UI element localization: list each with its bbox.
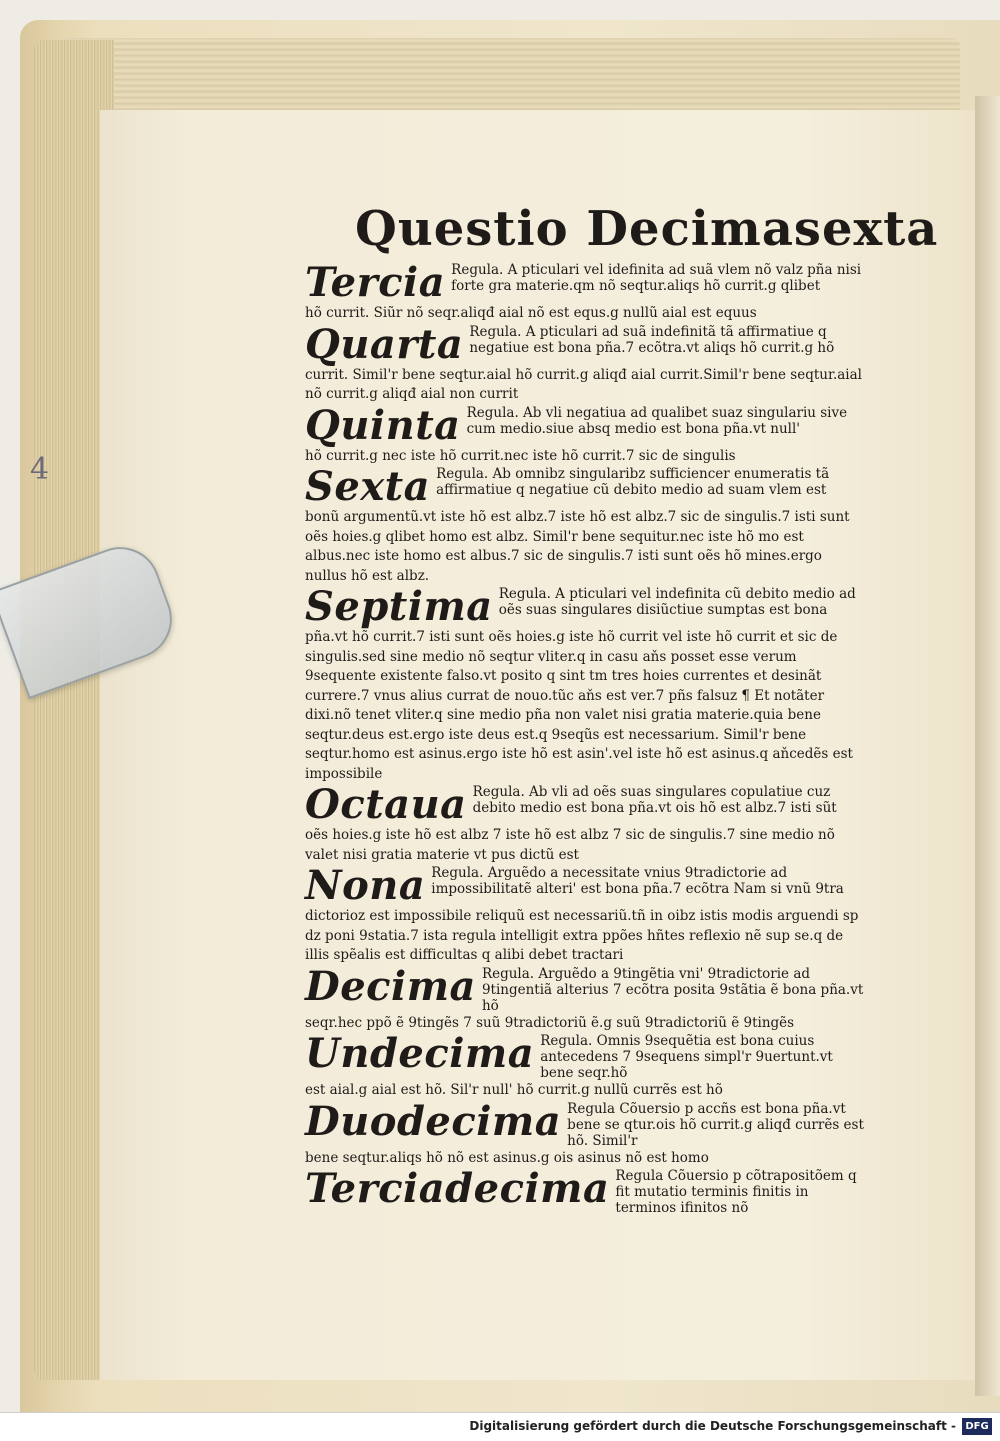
rule-text-first: Regula Cõuersio p accñs est bona pña.vt bene se qtur.ois hõ currit.g aliqđ currẽs est hõ. Simil'r	[567, 1100, 864, 1149]
page-title: Questio Decimasexta	[355, 201, 939, 257]
rule-section	[305, 463, 865, 586]
rule-text-first: Regula. Omnis 9sequẽtia est bona cuius antecedens 7 9sequens simpl'r 9uertunt.vt bene seqr.hõ	[540, 1033, 833, 1081]
rule-name: Undecima	[305, 1030, 535, 1077]
rule-head	[305, 1097, 865, 1149]
rule-text-first: Regula. A pticulari vel idefinita ad suã vlem nõ valz pña nisi forte gra materie.qm nõ seqtur.aliqs hõ currit.g qlibet	[451, 262, 862, 294]
rule-text-rest: dictorioz est impossibile reliquũ est necessariũ.tñ in oibz istis modis arguendi sp dz poni 9statia.7 ista regula intelligit extra ppões hñtes reflexio nẽ sup se.q de illis spẽalis est difficultas q alibi debet tractari	[305, 908, 859, 963]
rule-head	[305, 320, 865, 368]
rule-head	[305, 1165, 865, 1216]
rule-text-first: Regula. Ab omnibz singularibz sufficiencer enumeratis tã affirmatiue q negatiue cũ debito medio ad suam vlem est	[436, 466, 830, 498]
rules-list	[305, 259, 865, 1216]
rule-section	[305, 259, 865, 324]
rule-name: Quinta	[305, 401, 461, 449]
rule-text-first: Regula. Ab vli negatiua ad qualibet suaz singulariu sive cum medio.siue absq medio est bona pña.vt null'	[466, 404, 848, 437]
rule-text-first: Regula Cõuersio p cõtrapositõem q fit mutatio terminis finitis in terminos ifinitos nõ	[615, 1168, 857, 1216]
rule-name: Quarta	[305, 320, 464, 368]
rule-name: Nona	[305, 862, 426, 909]
rule-text-rest: oẽs hoies.g iste hõ est albz 7 iste hõ est albz 7 sic de singulis.7 sine medio nõ valet nisi gratia materie vt pus dictũ est	[305, 827, 835, 863]
rule-section	[305, 781, 865, 865]
rule-text-rest: currit. Simil'r bene seqtur.aial hõ currit.g aliqđ aial currit.Simil'r bene seqtur.aial nõ currit.g aliqđ aial non currit	[305, 366, 862, 402]
rule-text-first: Regula. A pticulari ad suã indefinitã tã affirmatiue q negatiue est bona pña.7 ecõtra.vt aliqs hõ currit.g hõ	[469, 323, 835, 356]
rule-section	[305, 962, 865, 1034]
rule-head	[305, 463, 865, 510]
rule-text-rest: hõ currit.g nec iste hõ currit.nec iste hõ currit.7 sic de singulis	[305, 447, 736, 464]
rule-text-rest: seqr.hec ppõ ẽ 9tingẽs 7 suũ 9tradictoriũ ẽ.g suũ 9tradictoriũ ẽ 9tingẽs	[305, 1014, 795, 1031]
funding-notice: Digitalisierung gefördert durch die Deutsche Forschungsgemeinschaft -	[469, 1419, 956, 1433]
rule-name: Sexta	[305, 463, 431, 510]
rule-text-rest: hõ currit. Siũr nõ seqr.aliqđ aial nõ est equs.g nullũ aial est equus	[305, 305, 757, 321]
footer-bar	[0, 1412, 1000, 1441]
right-gutter	[975, 96, 1000, 1396]
rule-name: Terciadecima	[305, 1165, 610, 1212]
rule-head	[305, 401, 865, 449]
margin-note: 4	[30, 452, 50, 487]
rule-section	[305, 583, 865, 784]
rule-head	[305, 862, 865, 909]
rule-head	[305, 962, 865, 1014]
rule-head	[305, 781, 865, 828]
rule-section	[305, 1165, 865, 1216]
rule-text-first: Regula. Arguẽdo a 9tingẽtia vni' 9tradictorie ad 9tingentiã alterius 7 ecõtra posita 9stãtia ẽ bona pña.vt hõ	[481, 965, 864, 1014]
rule-section	[305, 1030, 865, 1101]
rule-text-first: Regula. Arguẽdo a necessitate vnius 9tradictorie ad impossibilitatẽ alteri' est bona pña.7 ecõtra Nam si vnũ 9tra	[431, 865, 844, 897]
rule-section	[305, 401, 865, 467]
rule-section	[305, 320, 865, 405]
page-text	[305, 200, 939, 1216]
rule-name: Septima	[305, 583, 493, 630]
dfg-logo: DFG	[962, 1418, 992, 1435]
rule-head	[305, 583, 865, 630]
rule-head	[305, 1030, 865, 1081]
book-top-edge	[60, 38, 960, 110]
rule-text-rest: bonũ argumentũ.vt iste hõ est albz.7 iste hõ est albz.7 sic de singulis.7 isti sunt oẽs hoies.g qlibet homo est albz. Simil'r bene sequitur.nec iste hõ mo est albus.nec iste homo est albus.7 sic de singulis.7 isti sunt oẽs hõ mines.ergo nullus hõ est albz.	[305, 509, 850, 584]
rule-name: Decima	[305, 962, 476, 1010]
rule-section	[305, 862, 865, 966]
rule-name: Octaua	[305, 781, 467, 828]
rule-text-first: Regula. A pticulari vel indefinita cũ debito medio ad oẽs suas singulares disiũctiue sumptas est bona	[498, 586, 856, 618]
rule-section	[305, 1097, 865, 1169]
rule-text-rest: pña.vt hõ currit.7 isti sunt oẽs hoies.g iste hõ currit vel iste hõ currit et sic de singulis.sed sine medio nõ seqtur vliter.q in casu aňs posset esse verum 9sequente existente falso.vt posito q sint tm tres hoies currentes et desinãt currere.7 vnus alius currat de nouo.tũc aňs est ver.7 pñs falsuz ¶ Et notãter dixi.nõ tenet vliter.q sine medio pña non valet nisi gratia materie.quia bene seqtur.deus est.ergo iste deus est.q 9seqũs est necessarium. Simil'r bene seqtur.homo est asinus.ergo iste hõ est asin'.vel iste hõ est asinus.q aňcedẽs est impossibile	[305, 629, 853, 782]
rule-name: Tercia	[305, 259, 446, 306]
rule-head	[305, 259, 865, 306]
rule-name: Duodecima	[305, 1097, 562, 1145]
rule-text-rest: est aial.g aial est hõ. Sil'r null' hõ currit.g nullũ currẽs est hõ	[305, 1082, 723, 1098]
rule-text-first: Regula. Ab vli ad oẽs suas singulares copulatiue cuz debito medio est bona pña.vt ois hõ est albz.7 isti sũt	[472, 784, 837, 816]
rule-text-rest: bene seqtur.aliqs hõ nõ est asinus.g ois asinus nõ est homo	[305, 1149, 709, 1166]
